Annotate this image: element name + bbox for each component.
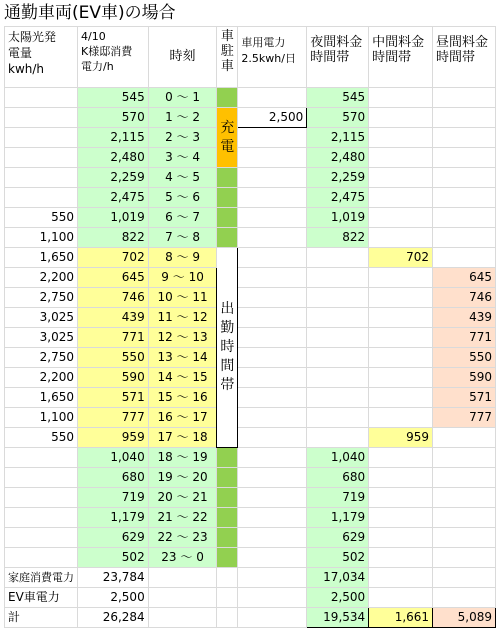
mid-cell[interactable] [369, 88, 433, 108]
day-cell[interactable] [433, 528, 496, 548]
empty-cell[interactable] [217, 568, 238, 588]
ev-power-cell[interactable] [238, 548, 307, 568]
header-time[interactable]: 時刻 [148, 27, 217, 88]
consumption-cell[interactable]: 2,480 [78, 148, 149, 168]
solar-cell[interactable]: 2,750 [5, 288, 78, 308]
totals-night[interactable]: 19,534 [307, 608, 369, 628]
day-cell[interactable] [433, 148, 496, 168]
mid-cell[interactable]: 959 [369, 428, 433, 448]
night-cell[interactable] [307, 408, 369, 428]
mid-cell[interactable] [369, 328, 433, 348]
table-row [5, 288, 496, 308]
day-cell[interactable] [433, 248, 496, 268]
day-cell[interactable]: 746 [433, 288, 496, 308]
ev-power-cell[interactable] [238, 448, 307, 468]
night-cell[interactable] [307, 368, 369, 388]
table-row [5, 428, 496, 448]
empty-cell[interactable] [148, 588, 217, 608]
ev-power-cell[interactable] [238, 528, 307, 548]
mid-cell[interactable] [369, 468, 433, 488]
ev-power-cell[interactable] [238, 388, 307, 408]
consumption-cell[interactable]: 645 [78, 268, 149, 288]
mid-cell[interactable] [369, 308, 433, 328]
mid-cell[interactable] [369, 108, 433, 128]
totals-label[interactable]: 計 [5, 608, 78, 628]
table-row [5, 508, 496, 528]
mid-cell[interactable] [369, 228, 433, 248]
consumption-cell[interactable]: 590 [78, 368, 149, 388]
ev-power-cell[interactable] [238, 128, 307, 148]
time-cell[interactable]: 10 〜 11 [148, 288, 217, 308]
consumption-cell[interactable]: 570 [78, 108, 149, 128]
mid-cell[interactable] [369, 528, 433, 548]
parking-cell[interactable] [217, 168, 238, 188]
ev-power-cell[interactable] [238, 88, 307, 108]
parking-cell[interactable] [217, 228, 238, 248]
consumption-cell[interactable]: 1,179 [78, 508, 149, 528]
parking-cell[interactable] [217, 88, 238, 108]
solar-cell[interactable] [5, 188, 78, 208]
sheet-title: 通勤車両(EV車)の場合 [4, 3, 176, 23]
ev-power-cell[interactable] [238, 248, 307, 268]
totals-mid[interactable] [369, 568, 433, 588]
night-cell[interactable] [307, 428, 369, 448]
table-row [5, 128, 496, 148]
mid-cell[interactable] [369, 188, 433, 208]
totals-day[interactable] [433, 588, 496, 608]
day-cell[interactable]: 439 [433, 308, 496, 328]
time-cell[interactable]: 12 〜 13 [148, 328, 217, 348]
mid-cell[interactable] [369, 128, 433, 148]
parking-cell[interactable] [217, 508, 238, 528]
totals-row [5, 568, 496, 588]
time-cell[interactable]: 7 〜 8 [148, 228, 217, 248]
time-cell[interactable]: 6 〜 7 [148, 208, 217, 228]
empty-cell[interactable] [238, 588, 307, 608]
totals-night[interactable]: 17,034 [307, 568, 369, 588]
consumption-cell[interactable]: 2,115 [78, 128, 149, 148]
table-row [5, 308, 496, 328]
ev-power-cell[interactable] [238, 188, 307, 208]
solar-cell[interactable] [5, 548, 78, 568]
table-row [5, 208, 496, 228]
ev-power-cell[interactable]: 2,500 [238, 108, 307, 128]
time-cell[interactable]: 1 〜 2 [148, 108, 217, 128]
day-cell[interactable] [433, 88, 496, 108]
table-row [5, 268, 496, 288]
totals-consumption[interactable]: 2,500 [78, 588, 149, 608]
consumption-cell[interactable]: 777 [78, 408, 149, 428]
day-cell[interactable]: 777 [433, 408, 496, 428]
time-cell[interactable]: 17 〜 18 [148, 428, 217, 448]
header-mid[interactable]: 中間料金 時間帯 [369, 27, 433, 88]
day-cell[interactable] [433, 208, 496, 228]
parking-cell[interactable] [217, 468, 238, 488]
empty-cell[interactable] [217, 588, 238, 608]
day-cell[interactable]: 771 [433, 328, 496, 348]
consumption-cell[interactable]: 719 [78, 488, 149, 508]
empty-cell[interactable] [148, 608, 217, 628]
night-cell[interactable]: 570 [307, 108, 369, 128]
night-cell[interactable]: 822 [307, 228, 369, 248]
table-row [5, 348, 496, 368]
header-parking[interactable]: 車 駐 車 [217, 27, 238, 88]
consumption-cell[interactable]: 439 [78, 308, 149, 328]
time-cell[interactable]: 20 〜 21 [148, 488, 217, 508]
totals-row [5, 608, 496, 628]
consumption-cell[interactable]: 629 [78, 528, 149, 548]
day-cell[interactable] [433, 428, 496, 448]
table-row [5, 328, 496, 348]
totals-row [5, 588, 496, 608]
mid-cell[interactable] [369, 148, 433, 168]
solar-cell[interactable]: 2,750 [5, 348, 78, 368]
table-row [5, 108, 496, 128]
night-cell[interactable]: 1,179 [307, 508, 369, 528]
table-row [5, 448, 496, 468]
spreadsheet [4, 26, 496, 628]
day-cell[interactable] [433, 468, 496, 488]
table-row [5, 228, 496, 248]
time-cell[interactable]: 4 〜 5 [148, 168, 217, 188]
table-row [5, 188, 496, 208]
night-cell[interactable]: 545 [307, 88, 369, 108]
empty-cell[interactable] [238, 608, 307, 628]
totals-night[interactable]: 2,500 [307, 588, 369, 608]
totals-mid[interactable] [369, 588, 433, 608]
totals-consumption[interactable]: 23,784 [78, 568, 149, 588]
consumption-cell[interactable]: 571 [78, 388, 149, 408]
night-cell[interactable]: 1,040 [307, 448, 369, 468]
night-cell[interactable]: 2,115 [307, 128, 369, 148]
solar-cell[interactable] [5, 168, 78, 188]
table-row [5, 148, 496, 168]
totals-mid[interactable]: 1,661 [369, 608, 433, 628]
totals-consumption[interactable]: 26,284 [78, 608, 149, 628]
header-ev-power[interactable]: 車用電力 2.5kwh/日 [238, 27, 307, 88]
night-cell[interactable] [307, 328, 369, 348]
mid-cell[interactable] [369, 368, 433, 388]
table-row [5, 248, 496, 268]
consumption-cell[interactable]: 822 [78, 228, 149, 248]
ev-power-cell[interactable] [238, 468, 307, 488]
time-cell[interactable]: 0 〜 1 [148, 88, 217, 108]
day-cell[interactable] [433, 488, 496, 508]
consumption-cell[interactable]: 702 [78, 248, 149, 268]
night-cell[interactable] [307, 288, 369, 308]
header-row [5, 27, 496, 88]
time-cell[interactable]: 14 〜 15 [148, 368, 217, 388]
night-cell[interactable] [307, 308, 369, 328]
solar-cell[interactable]: 1,100 [5, 408, 78, 428]
night-cell[interactable]: 2,475 [307, 188, 369, 208]
charge-label[interactable]: 充 電 [217, 108, 238, 168]
consumption-cell[interactable]: 502 [78, 548, 149, 568]
mid-cell[interactable] [369, 388, 433, 408]
time-cell[interactable]: 3 〜 4 [148, 148, 217, 168]
solar-cell[interactable] [5, 128, 78, 148]
ev-power-cell[interactable] [238, 408, 307, 428]
night-cell[interactable]: 629 [307, 528, 369, 548]
mid-cell[interactable] [369, 168, 433, 188]
time-cell[interactable]: 21 〜 22 [148, 508, 217, 528]
commute-label[interactable]: 出 勤 時 間 帯 [217, 248, 238, 448]
table-row [5, 528, 496, 548]
mid-cell[interactable] [369, 488, 433, 508]
header-night[interactable]: 夜間料金 時間帯 [307, 27, 369, 88]
solar-cell[interactable]: 1,650 [5, 248, 78, 268]
table-row [5, 168, 496, 188]
header-solar[interactable]: 太陽光発 電量 kwh/h [5, 27, 78, 88]
time-cell[interactable]: 8 〜 9 [148, 248, 217, 268]
empty-cell[interactable] [217, 608, 238, 628]
solar-cell[interactable] [5, 468, 78, 488]
mid-cell[interactable] [369, 508, 433, 528]
night-cell[interactable] [307, 348, 369, 368]
table-row [5, 468, 496, 488]
consumption-cell[interactable]: 545 [78, 88, 149, 108]
empty-cell[interactable] [238, 568, 307, 588]
day-cell[interactable]: 550 [433, 348, 496, 368]
ev-power-cell[interactable] [238, 308, 307, 328]
time-cell[interactable]: 16 〜 17 [148, 408, 217, 428]
totals-day[interactable] [433, 568, 496, 588]
totals-label[interactable]: 家庭消費電力 [5, 568, 78, 588]
header-day[interactable]: 昼間料金 時間帯 [433, 27, 496, 88]
time-cell[interactable]: 22 〜 23 [148, 528, 217, 548]
empty-cell[interactable] [148, 568, 217, 588]
consumption-cell[interactable]: 2,475 [78, 188, 149, 208]
ev-power-cell[interactable] [238, 288, 307, 308]
day-cell[interactable] [433, 228, 496, 248]
consumption-cell[interactable]: 680 [78, 468, 149, 488]
time-cell[interactable]: 19 〜 20 [148, 468, 217, 488]
consumption-cell[interactable]: 550 [78, 348, 149, 368]
ev-power-cell[interactable] [238, 348, 307, 368]
solar-cell[interactable]: 550 [5, 208, 78, 228]
ev-power-cell[interactable] [238, 228, 307, 248]
consumption-cell[interactable]: 771 [78, 328, 149, 348]
table-row [5, 388, 496, 408]
ev-power-cell[interactable] [238, 488, 307, 508]
solar-cell[interactable] [5, 528, 78, 548]
day-cell[interactable]: 645 [433, 268, 496, 288]
day-cell[interactable] [433, 168, 496, 188]
table-row [5, 408, 496, 428]
solar-cell[interactable] [5, 488, 78, 508]
consumption-cell[interactable]: 746 [78, 288, 149, 308]
solar-cell[interactable] [5, 508, 78, 528]
day-cell[interactable]: 590 [433, 368, 496, 388]
mid-cell[interactable] [369, 268, 433, 288]
mid-cell[interactable] [369, 548, 433, 568]
day-cell[interactable]: 571 [433, 388, 496, 408]
ev-power-cell[interactable] [238, 328, 307, 348]
night-cell[interactable]: 719 [307, 488, 369, 508]
mid-cell[interactable] [369, 208, 433, 228]
consumption-cell[interactable]: 1,019 [78, 208, 149, 228]
night-cell[interactable] [307, 268, 369, 288]
table-row [5, 488, 496, 508]
ev-power-cell[interactable] [238, 208, 307, 228]
time-cell[interactable]: 11 〜 12 [148, 308, 217, 328]
ev-power-cell[interactable] [238, 428, 307, 448]
mid-cell[interactable] [369, 448, 433, 468]
solar-cell[interactable] [5, 88, 78, 108]
night-cell[interactable]: 502 [307, 548, 369, 568]
table-row [5, 88, 496, 108]
totals-day[interactable]: 5,089 [433, 608, 496, 628]
day-cell[interactable] [433, 508, 496, 528]
solar-cell[interactable]: 2,200 [5, 368, 78, 388]
parking-cell[interactable] [217, 188, 238, 208]
solar-cell[interactable]: 3,025 [5, 328, 78, 348]
consumption-cell[interactable]: 959 [78, 428, 149, 448]
totals-label[interactable]: EV車電力 [5, 588, 78, 608]
day-cell[interactable] [433, 548, 496, 568]
solar-cell[interactable]: 3,025 [5, 308, 78, 328]
night-cell[interactable] [307, 248, 369, 268]
table-row [5, 548, 496, 568]
ev-power-cell[interactable] [238, 168, 307, 188]
solar-cell[interactable]: 1,100 [5, 228, 78, 248]
solar-cell[interactable] [5, 108, 78, 128]
parking-cell[interactable] [217, 448, 238, 468]
mid-cell[interactable] [369, 288, 433, 308]
time-cell[interactable]: 9 〜 10 [148, 268, 217, 288]
ev-power-cell[interactable] [238, 368, 307, 388]
time-cell[interactable]: 15 〜 16 [148, 388, 217, 408]
day-cell[interactable] [433, 188, 496, 208]
night-cell[interactable] [307, 388, 369, 408]
solar-cell[interactable]: 550 [5, 428, 78, 448]
night-cell[interactable]: 2,480 [307, 148, 369, 168]
time-cell[interactable]: 5 〜 6 [148, 188, 217, 208]
consumption-cell[interactable]: 2,259 [78, 168, 149, 188]
header-consumption[interactable]: 4/10 K様邸消費 電力/h [78, 27, 149, 88]
ev-power-cell[interactable] [238, 148, 307, 168]
day-cell[interactable] [433, 128, 496, 148]
night-cell[interactable]: 2,259 [307, 168, 369, 188]
parking-cell[interactable] [217, 528, 238, 548]
mid-cell[interactable] [369, 408, 433, 428]
solar-cell[interactable]: 1,650 [5, 388, 78, 408]
parking-cell[interactable] [217, 488, 238, 508]
night-cell[interactable]: 1,019 [307, 208, 369, 228]
day-cell[interactable] [433, 448, 496, 468]
table-row [5, 368, 496, 388]
ev-power-cell[interactable] [238, 508, 307, 528]
consumption-cell[interactable]: 1,040 [78, 448, 149, 468]
time-cell[interactable]: 2 〜 3 [148, 128, 217, 148]
solar-cell[interactable]: 2,200 [5, 268, 78, 288]
time-cell[interactable]: 23 〜 0 [148, 548, 217, 568]
day-cell[interactable] [433, 108, 496, 128]
parking-cell[interactable] [217, 548, 238, 568]
time-cell[interactable]: 13 〜 14 [148, 348, 217, 368]
mid-cell[interactable] [369, 348, 433, 368]
ev-power-cell[interactable] [238, 268, 307, 288]
night-cell[interactable]: 680 [307, 468, 369, 488]
solar-cell[interactable] [5, 148, 78, 168]
parking-cell[interactable] [217, 208, 238, 228]
mid-cell[interactable]: 702 [369, 248, 433, 268]
solar-cell[interactable] [5, 448, 78, 468]
time-cell[interactable]: 18 〜 19 [148, 448, 217, 468]
